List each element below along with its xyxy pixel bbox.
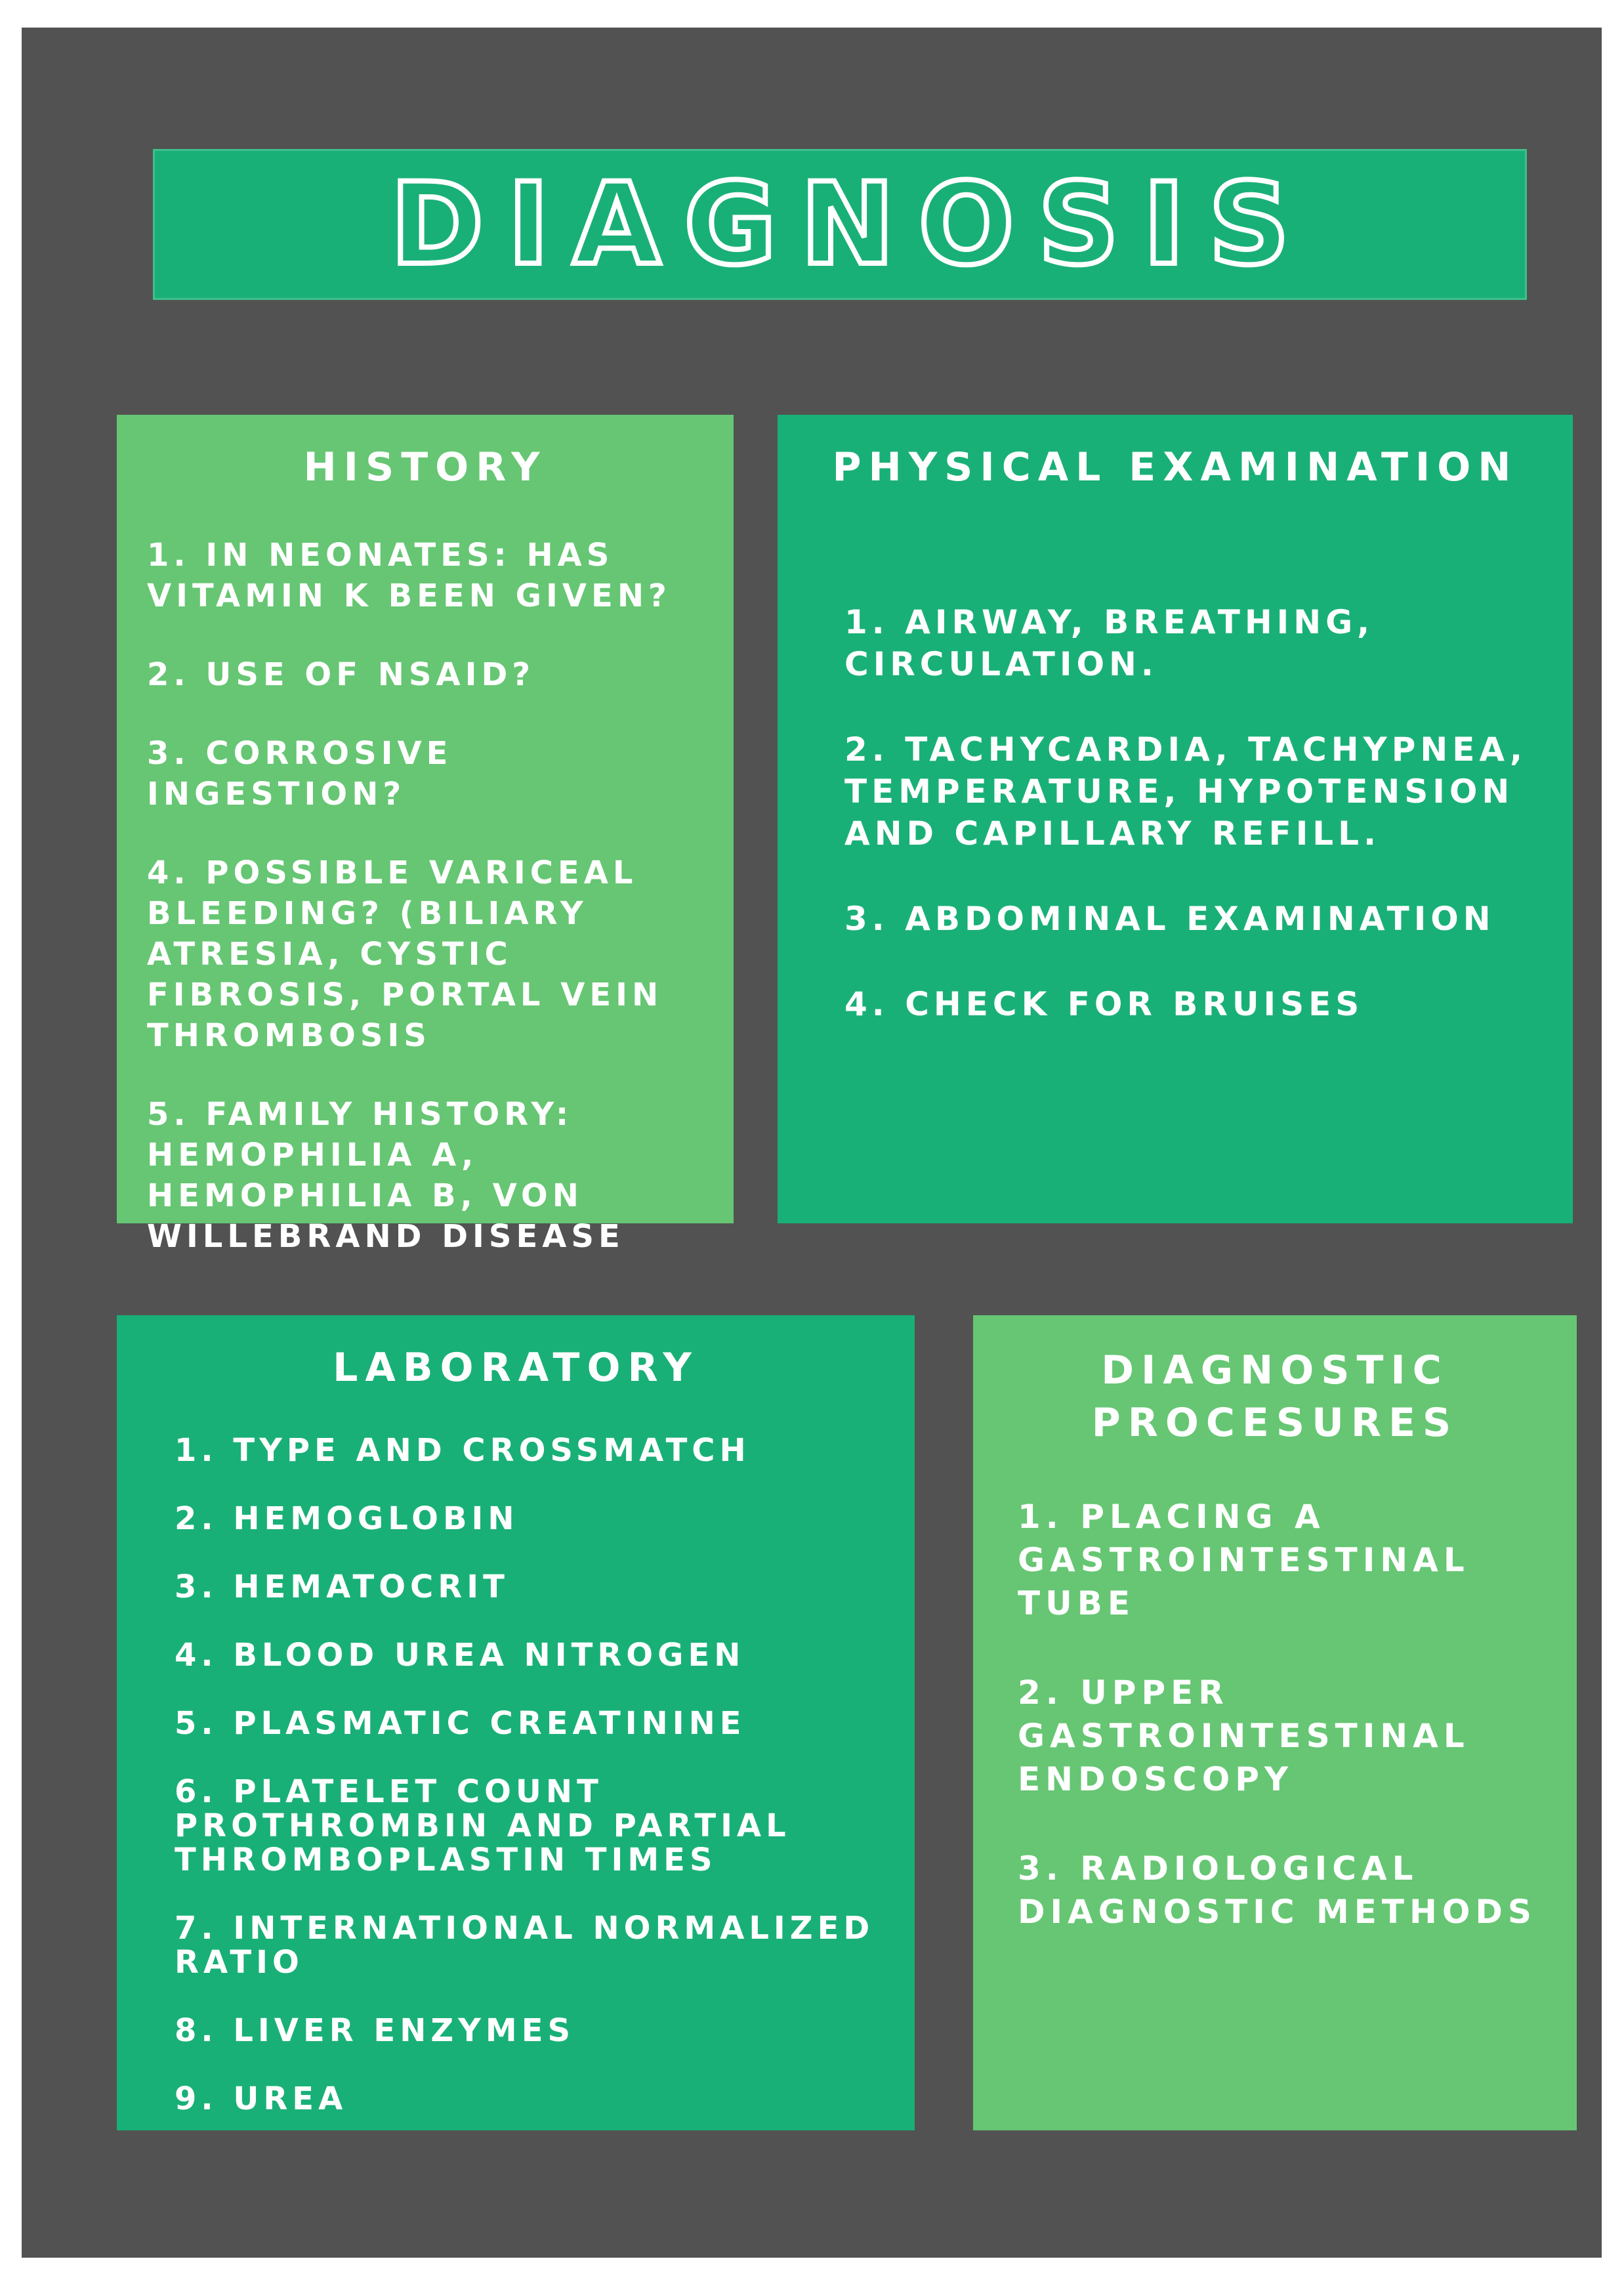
- diagnostic-procedures-item: 1. PLACING A GASTROINTESTINAL TUBE: [1018, 1498, 1470, 1622]
- history-item: 1. IN NEONATES: HAS VITAMIN K BEEN GIVEN?: [147, 537, 671, 614]
- physical-examination-item: 1. AIRWAY, BREATHING, CIRCULATION.: [844, 603, 1375, 683]
- physical-examination-list: [844, 601, 1566, 1068]
- laboratory-item: 1. TYPE AND CROSSMATCH: [175, 1432, 751, 1469]
- laboratory-item: 5. PLASMATIC CREATININE: [175, 1705, 746, 1742]
- diagnostic-procedures-title: DIAGNOSTIC PROCESURES: [1091, 1347, 1459, 1446]
- physical-examination-item: 4. CHECK FOR BRUISES: [844, 985, 1364, 1023]
- diagnostic-procedures-list: [1018, 1495, 1569, 1979]
- laboratory-panel: [117, 1315, 915, 2130]
- history-item: 5. FAMILY HISTORY: HEMOPHILIA A, HEMOPHILIA B, VON WILLEBRAND DISEASE: [147, 1096, 625, 1255]
- laboratory-item: 8. LIVER ENZYMES: [175, 2012, 575, 2049]
- diagnostic-procedures-panel: [973, 1315, 1577, 2130]
- history-list: [147, 535, 724, 1295]
- laboratory-list: [175, 1433, 903, 2150]
- title-banner: [153, 149, 1527, 300]
- laboratory-item: 9. UREA: [175, 2080, 348, 2117]
- history-item: 4. POSSIBLE VARICEAL BLEEDING? (BILIARY ATRESIA, CYSTIC FIBROSIS, PORTAL VEIN THROMBOSIS: [147, 855, 663, 1054]
- history-item: 2. USE OF NSAID?: [147, 656, 535, 693]
- laboratory-item: 7. INTERNATIONAL NORMALIZED RATIO: [175, 1910, 875, 1981]
- physical-examination-item: 3. ABDOMINAL EXAMINATION: [844, 900, 1495, 938]
- physical-examination-title: PHYSICAL EXAMINATION: [832, 444, 1518, 490]
- laboratory-item: 3. HEMATOCRIT: [175, 1569, 509, 1605]
- diagnostic-procedures-item: 2. UPPER GASTROINTESTINAL ENDOSCOPY: [1018, 1674, 1470, 1798]
- physical-examination-item: 2. TACHYCARDIA, TACHYPNEA, TEMPERATURE, HYPOTENSION AND CAPILLARY REFILL.: [844, 730, 1528, 853]
- history-title: HISTORY: [303, 444, 547, 490]
- history-item: 3. CORROSIVE INGESTION?: [147, 735, 453, 813]
- laboratory-item: 4. BLOOD UREA NITROGEN: [175, 1637, 745, 1674]
- laboratory-item: 6. PLATELET COUNT PROTHROMBIN AND PARTIAL THROMBOPLASTIN TIMES: [175, 1773, 791, 1878]
- laboratory-title: LABORATORY: [333, 1345, 699, 1391]
- laboratory-item: 2. HEMOGLOBIN: [175, 1500, 519, 1537]
- diagnostic-procedures-item: 3. RADIOLOGICAL DIAGNOSTIC METHODS: [1018, 1849, 1537, 1931]
- history-panel: [117, 415, 734, 1255]
- page-title: DIAGNOSIS: [390, 158, 1314, 290]
- page-background: [22, 28, 1602, 2258]
- physical-examination-panel: [778, 415, 1573, 1223]
